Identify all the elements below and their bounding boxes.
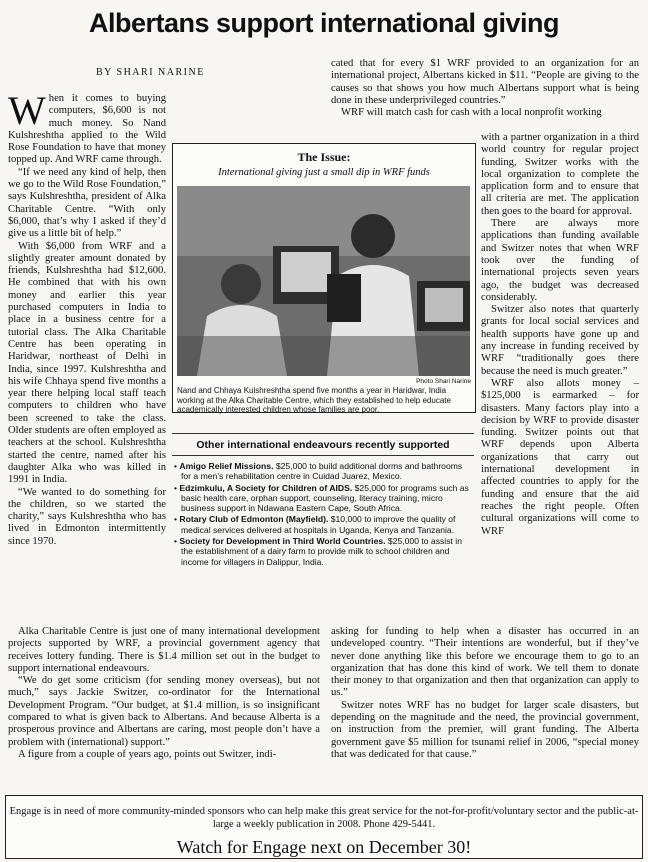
paragraph: Switzer also notes that quarterly grants for local social services and health supports have gone up and any increase in funding received by WRF “traditionally goes there because the need is much greater.” bbox=[481, 304, 639, 377]
paragraph: “We wanted to do something for the children, so we started the charity,” says Kulshreshtha who has lived in Edmonton intermittently since 1970. bbox=[8, 486, 166, 547]
paragraph: WRF also allots money – $125,000 is earmarked – for disasters. Many factors play into a decision by WRF to provide disaster funding. Switzer points out that WRF depends upon Alberta organizations that carry out international development in affected countries to apply for the funding and ensure that the aid reaches the right people. Often cultural organizations will come to WRF bbox=[481, 377, 639, 537]
list-item: • Society for Development in Third World Countries. $25,000 to assist in the establishment of a dairy farm to provide milk to school children and income for villagers in Dalippur, India. bbox=[174, 536, 462, 567]
paragraph: A figure from a couple of years ago, points out Switzer, indi- bbox=[18, 748, 277, 760]
sidebar-subtitle: International giving just a small dip in WRF funds bbox=[218, 167, 430, 178]
list-item: • Rotary Club of Edmonton (Mayfield). $10,000 to improve the quality of medical services delivered at hospitals in Uganda, Kenya and Tanzania. bbox=[174, 514, 456, 535]
paragraph: “We do get some criticism (for sending money overseas), but not much,” says Jackie Switzer, co-ordinator for the International Development Program. “Our budget, at $1.4 million, is so insignificant compared to what is given back to Albertans. And because Alberta is a prosperous province and Albertans are caring, most people don’t have a problem with (international) support.” bbox=[8, 675, 320, 748]
column-top-right bbox=[331, 58, 639, 119]
paragraph: asking for funding to help when a disaster has occurred in an undeveloped country. “Their intentions are wonderful, but if they’ve never done anything like this before we encourage them to go to an organization that has done this kind of work. We tell them to donate their money to that organization and then that organization can apply to us.” bbox=[331, 626, 639, 699]
paragraph: There are always more applications than funding available and Switzer notes that when WRF took over the funding of international projects seven years ago, the budget was decreased considerably. bbox=[481, 218, 639, 303]
paragraph: Alka Charitable Centre is just one of many international development projects supported by WRF, a provincial government agency that receives lottery funding. There is $1.4 million set out in the budget to support international endeavours. bbox=[8, 626, 320, 674]
column-right bbox=[481, 132, 639, 538]
list-item: • Edzimkulu, A Society for Children of AIDS. $25,000 for programs such as basic health care, orphan support, counseling, literacy training, micro business support in Ndawana Eastern Cape, South Africa. bbox=[174, 482, 469, 514]
endeavours-list bbox=[174, 461, 472, 568]
list-item: • Amigo Relief Missions. $25,000 to build additional dorms and bathrooms for a men’s rehabilitation centre in Cuidad Juarez, Mexico. bbox=[174, 461, 463, 482]
drop-cap: W bbox=[8, 88, 46, 133]
footer-callout: Watch for Engage next on December 30! bbox=[176, 837, 472, 857]
photo bbox=[177, 186, 470, 376]
byline: BY SHARI NARINE bbox=[96, 67, 205, 78]
column-left bbox=[8, 88, 166, 548]
paragraph: With $6,000 from WRF and a slightly greater amount donated by friends, Kulshreshtha had $12,600. He combined that with his own money and earlier this year purchased computers in India to place in a business centre for a tutorial class. The Alka Charitable Centre has been operating in Haridwar, northeast of Delhi in India, since 1997. Kulshreshtha and his wife Chhaya spend five months a year there helping local staff teach computers to children who have been screened to take the class. Older students are often employed as teachers at the school. Kulshreshtha started the centre, named after his daughter Alka who was killed in 1991 in India. bbox=[8, 240, 166, 486]
paragraph: WRF will match cash for cash with a local nonprofit working bbox=[341, 107, 602, 119]
paragraph: Switzer notes WRF has no budget for larger scale disasters, but depending on the magnitude and the need, the provincial government, on instruction from the premier, will grant funding. The Alberta government gave $5 million for tsunami relief in 2006, “special money that was dedicated for that cause.” bbox=[331, 699, 639, 760]
column-bottom-left bbox=[8, 626, 320, 761]
paragraph: “If we need any kind of help, then we go to the Wild Rose Foundation,” says Kulshreshtha, president of Alka Charitable Centre. “With only $6,000, that’s why I asked if they’d give us a little bit of help.” bbox=[8, 166, 166, 240]
endeavours-heading: Other international endeavours recently supported bbox=[196, 439, 450, 451]
column-bottom-right bbox=[331, 626, 639, 761]
photo-caption: Nand and Chhaya Kulshreshtha spend five months a year in Haridwar, India working at the Alka Charitable Centre, which they established to help educate academically interested children whose families are poor. bbox=[177, 386, 451, 414]
sidebar-title: The Issue: bbox=[297, 150, 351, 164]
paragraph: with a partner organization in a third world country for regular project funding, Switzer works with the local organization to complete the application form and to ensure that all criteria are met. The application then goes to the board for approval. bbox=[481, 132, 639, 217]
headline: Albertans support international giving bbox=[88, 8, 560, 38]
photo-illustration bbox=[177, 186, 470, 376]
footer-note: Engage is in need of more community-minded sponsors who can help make this great service for the not-for-profit/voluntary sector and the public-at-large a weekly publication in 2008. Phone 429-5441. bbox=[9, 806, 639, 830]
paragraph: cated that for every $1 WRF provided to an organization for an international project, Albertans kicked in $11. “People are giving to the causes so that shows you how much Albertans support what is being done in these underprivileged countries.” bbox=[331, 58, 639, 106]
footer-box bbox=[5, 795, 643, 859]
photo-credit: Photo Shari Narine bbox=[416, 378, 471, 385]
issue-sidebar bbox=[172, 143, 476, 413]
lead-paragraph: When it comes to buying computers, $6,600 is not much money. So Nand Kulshreshtha applied to the Wild Rose Foundation to have that money topped up. And WRF came through. bbox=[8, 88, 166, 166]
